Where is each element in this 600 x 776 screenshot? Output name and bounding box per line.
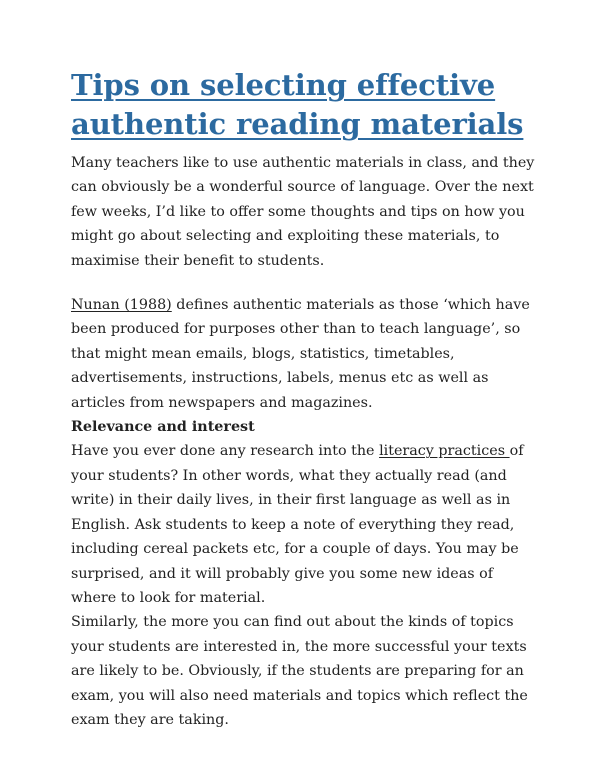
literacy-practices-link[interactable]: literacy practices: [379, 443, 510, 460]
section-heading: Relevance and interest: [71, 419, 255, 436]
article-title: Tips on selecting effective authentic reading materials: [71, 68, 524, 141]
definition-text: defines authentic materials as those ‘which have been produced for purposes other than to teach language’, so that might mean emails, blogs, statistics, timetables, advertisements, instructions, labels, menus etc as well as articles from newspapers and magazines.: [71, 297, 530, 411]
literacy-text-after: of your students? In other words, what they actually read (and write) in their daily lives, in their first language as well as in English. Ask students to keep a note of everything they read, including cereal packets etc, for a couple of days. You may be surprised, and it will probably give you some new ideas of where to look for material.: [71, 443, 524, 606]
literacy-paragraph: [71, 439, 541, 610]
literacy-text-before: Have you ever done any research into the: [71, 443, 380, 460]
nunan-citation-link[interactable]: Nunan (1988): [71, 297, 172, 314]
intro-paragraph: Many teachers like to use authentic materials in class, and they can obviously be a wonderful source of language. Over the next few weeks, I’d like to offer some thoughts and tips on how you might go about selecting and exploiting these materials, to maximise their benefit to students.: [71, 155, 535, 269]
document-page: [71, 66, 541, 732]
definition-paragraph: [71, 293, 541, 415]
topics-paragraph: Similarly, the more you can find out about the kinds of topics your students are interested in, the more successful your texts are likely to be. Obviously, if the students are preparing for an exam, you will also need materials and topics which reflect the exam they are taking.: [71, 614, 528, 728]
